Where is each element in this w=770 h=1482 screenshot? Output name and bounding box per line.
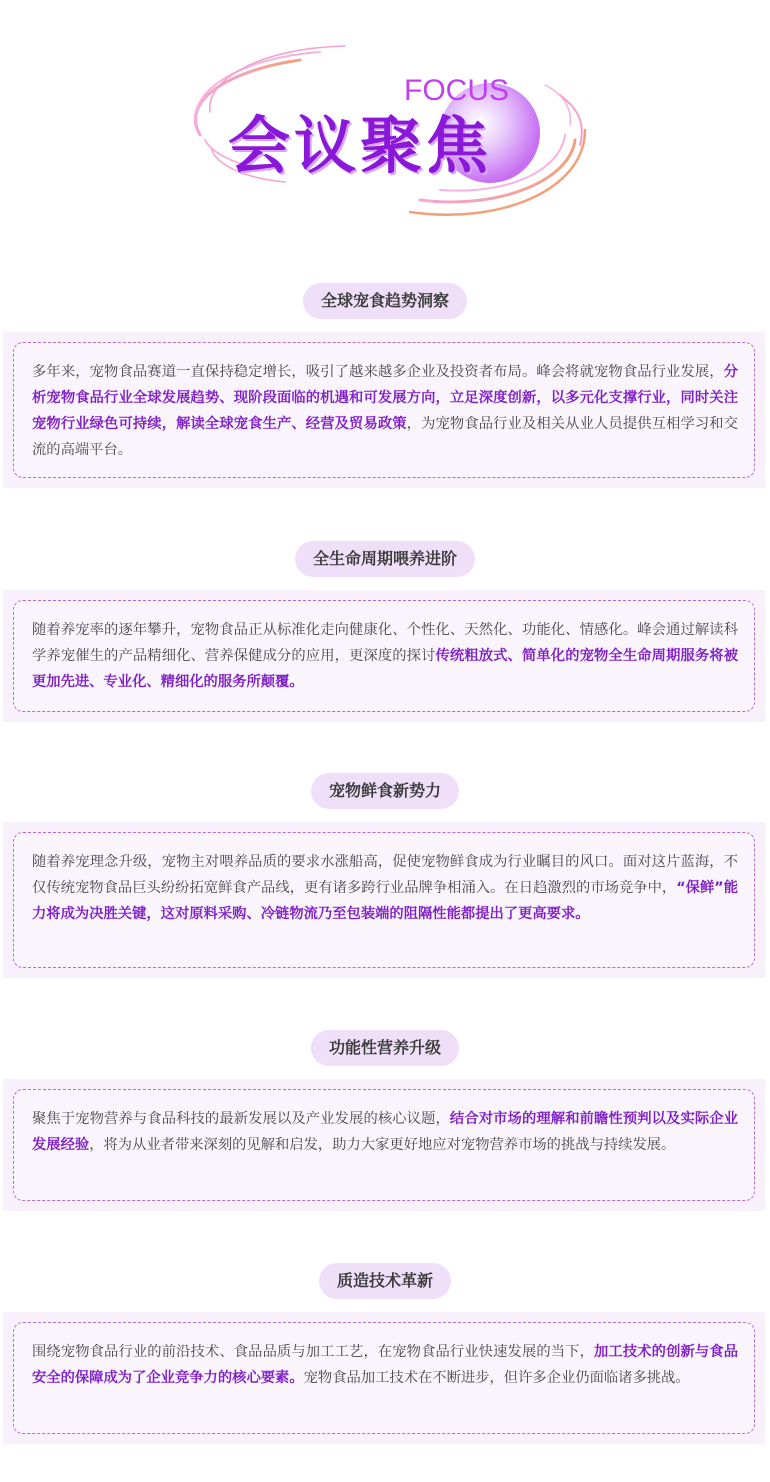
section-paragraph bbox=[32, 359, 738, 463]
section-paragraph bbox=[32, 617, 738, 695]
section-title-pill: 功能性营养升级 bbox=[311, 1030, 459, 1066]
section-paragraph bbox=[32, 1339, 738, 1391]
paragraph-highlight: 加工技术的创新与食品安全的保障成为了企业竞争力的核心要素。 bbox=[32, 1344, 739, 1386]
paragraph-highlight: 结合对市场的理解和前瞻性预判以及实际企业发展经验 bbox=[32, 1111, 739, 1153]
section-content-box bbox=[13, 342, 755, 478]
section-title-pill: 全球宠食趋势洞察 bbox=[303, 283, 467, 319]
section-fresh-food bbox=[0, 773, 770, 983]
section-panel bbox=[3, 822, 765, 978]
section-paragraph bbox=[32, 849, 738, 927]
section-process-technology bbox=[0, 1263, 770, 1448]
paragraph-text: ，将为从业者带来深刻的见解和启发，助力大家更好地应对宠物营养市场的挑战与持续发展。 bbox=[89, 1137, 676, 1153]
paragraph-text: 多年来，宠物食品赛道一直保持稳定增长，吸引了越来越多企业及投资者布局。峰会将就宠物食品行业发展， bbox=[32, 364, 724, 380]
section-title-pill: 宠物鲜食新势力 bbox=[311, 773, 459, 809]
paragraph-text: 随着养宠率的逐年攀升，宠物食品正从标准化走向健康化、个性化、天然化、功能化、情感化。峰会通过解读科学养宠催生的产品精细化、营养保健成分的应用，更深度的探讨 bbox=[32, 622, 738, 664]
paragraph-text: 宠物食品加工技术在不断进步，但许多企业仍面临诸多挑战。 bbox=[303, 1370, 690, 1386]
section-panel bbox=[3, 332, 765, 488]
focus-label: FOCUS bbox=[404, 74, 509, 107]
section-functional-nutrition bbox=[0, 1030, 770, 1215]
section-panel bbox=[3, 1312, 765, 1444]
paragraph-text: 随着养宠理念升级，宠物主对喂养品质的要求水涨船高，促使宠物鲜食成为行业瞩目的风口。面对这片蓝海，不仅传统宠物食品巨头纷纷拓宽鲜食产品线，更有诸多跨行业品牌争相涌入。在日趋激烈的市场竞争中， bbox=[32, 854, 738, 896]
paragraph-text: 围绕宠物食品行业的前沿技术、食品品质与加工工艺，在宠物食品行业快速发展的当下， bbox=[32, 1344, 595, 1360]
section-content-box bbox=[13, 1322, 755, 1434]
section-content-box bbox=[13, 832, 755, 968]
section-panel bbox=[3, 1079, 765, 1211]
paragraph-text: 聚焦于宠物营养与食品科技的最新发展以及产业发展的核心议题， bbox=[32, 1111, 450, 1127]
section-panel bbox=[3, 590, 765, 722]
page-title: 会议聚焦 bbox=[228, 109, 493, 182]
section-lifecycle-feeding bbox=[0, 541, 770, 726]
paragraph-highlight: “保鲜”能力将成为决胜关键，这对原料采购、冷链物流乃至包装端的阻隔性能都提出了更高要求。 bbox=[32, 880, 738, 922]
paragraph-text: ，为宠物食品行业及相关从业人员提供互相学习和交流的高端平台。 bbox=[32, 416, 738, 458]
section-global-trends bbox=[0, 283, 770, 493]
paragraph-highlight: 传统粗放式、简单化的宠物全生命周期服务将被更加先进、专业化、精细化的服务所颠覆。 bbox=[32, 648, 739, 690]
section-content-box bbox=[13, 1089, 755, 1201]
section-paragraph bbox=[32, 1106, 738, 1158]
hero-banner bbox=[0, 0, 770, 240]
section-content-box bbox=[13, 600, 755, 712]
paragraph-highlight: 分析宠物食品行业全球发展趋势、现阶段面临的机遇和可发展方向，立足深度创新，以多元化支撑行业，同时关注宠物行业绿色可持续，解读全球宠食生产、经营及贸易政策 bbox=[32, 364, 738, 432]
section-title-pill: 质造技术革新 bbox=[319, 1263, 451, 1299]
section-title-pill: 全生命周期喂养进阶 bbox=[295, 541, 475, 577]
